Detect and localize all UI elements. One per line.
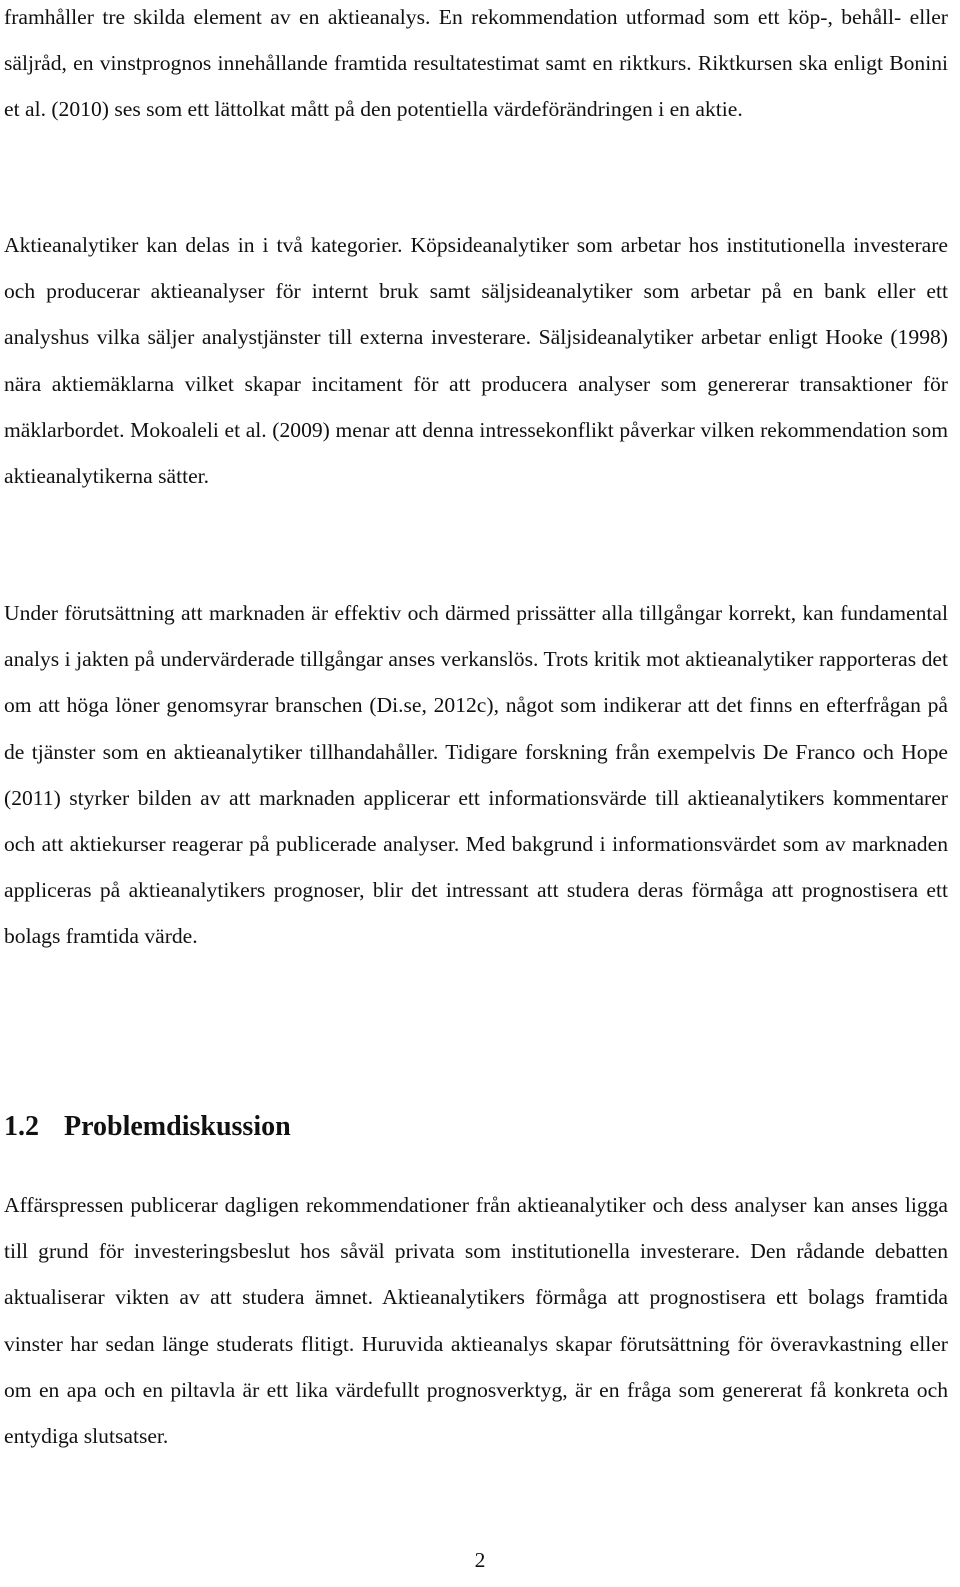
section-title: Problemdiskussion bbox=[64, 1111, 291, 1142]
page-number: 2 bbox=[474, 1548, 486, 1572]
section-number: 1.2 bbox=[4, 1111, 39, 1142]
paragraph-intro-continuation: framhåller tre skilda element av en aktieanalys. En rekommendation utformad som ett köp-, behåll- eller säljråd, en vinstprognos innehållande framtida resultatestimat samt en riktkurs. Riktkursen ska enligt Bonini et al. (2010) ses som ett lättolkat mått på den potentiella värdeförändringen i en aktie. bbox=[4, 5, 948, 122]
paragraph-analyst-categories: Aktieanalytiker kan delas in i två kategorier. Köpsideanalytiker som arbetar hos institutionella investerare och producerar aktieanalyser för internt bruk samt säljsideanalytiker som arbetar på en bank eller ett analyshus vilka säljer analystjänster till externa investerare. Säljsideanalytiker arbetar enligt Hooke (1998) nära aktiemäklarna vilket skapar incitament för att producera analyser som genererar transaktioner för mäklarbordet. Mokoaleli et al. (2009) menar att denna intressekonflikt påverkar vilken rekommendation som aktieanalytikerna sätter. bbox=[4, 233, 948, 489]
paragraph-market-efficiency: Under förutsättning att marknaden är effektiv och därmed prissätter alla tillgångar korrekt, kan fundamental analys i jakten på undervärderade tillgångar anses verkanslös. Trots kritik mot aktieanalytiker rapporteras det om att höga löner genomsyrar branschen (Di.se, 2012c), något som indikerar att det finns en efterfrågan på de tjänster som en aktieanalytiker tillhandahåller. Tidigare forskning från exempelvis De Franco och Hope (2011) styrker bilden av att marknaden applicerar ett informationsvärde till aktieanalytikers kommentarer och att aktiekurser reagerar på publicerade analyser. Med bakgrund i informationsvärdet som av marknaden appliceras på aktieanalytikers prognoser, blir det intressant att studera deras förmåga att prognostisera ett bolags framtida värde. bbox=[4, 601, 948, 949]
section-heading bbox=[4, 1103, 291, 1151]
paragraph-problem-discussion: Affärspressen publicerar dagligen rekommendationer från aktieanalytiker och dess analyser kan anses ligga till grund för investeringsbeslut hos såväl privata som institutionella investerare. Den rådande debatten aktualiserar vikten av att studera ämnet. Aktieanalytikers förmåga att prognostisera ett bolags framtida vinster har sedan länge studerats flitigt. Huruvida aktieanalys skapar förutsättning för överavkastning eller om en apa och en piltavla är ett lika värdefullt prognosverktyg, är en fråga som genererat få konkreta och entydiga slutsatser. bbox=[4, 1193, 948, 1449]
